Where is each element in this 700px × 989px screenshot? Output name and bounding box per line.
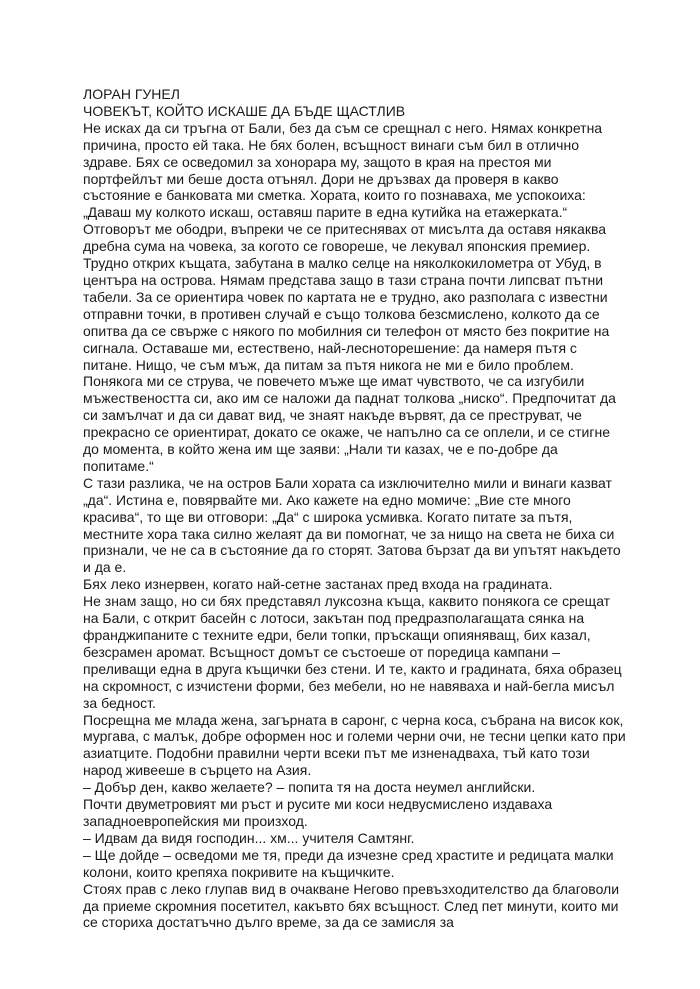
paragraph: Бях леко изнервен, когато най-сетне застанах пред входа на градината.	[83, 576, 553, 593]
author-name: ЛОРАН ГУНЕЛ	[83, 86, 180, 102]
paragraph: С тази разлика, че на остров Бали хората са изключително мили и винаги казват „да“. Истина е, повярвайте ми. Ако кажете на едно момиче: „Вие сте много красива“, то ще ви отговори: „Да“ с широка усмивка. Когато питате за пътя, местните хора така силно желаят да ви помогнат, че за нищо на света не биха си признали, че не са в състояние да го сторят. Затова бързат да ви упътят накъдето и да е.	[83, 474, 621, 576]
document-page	[83, 86, 629, 931]
dialogue-line: – Идвам да видя господин... хм... учителя Самтянг.	[83, 829, 415, 846]
paragraph: Стоях прав с леко глупав вид в очакване Негово превъзходителство да благоволи да приеме скромния посетител, какъвто бях всъщност. След пет минути, които ми се сториха достатъчно дълго време, за да се замисля за	[83, 880, 620, 931]
dialogue-line: – Ще дойде – осведоми ме тя, преди да изчезне сред храстите и редицата малки колони, които крепяха покривите на къщичките.	[83, 846, 614, 880]
book-title: ЧОВЕКЪТ, КОЙТО ИСКАШЕ ДА БЪДЕ ЩАСТЛИВ	[83, 102, 406, 119]
paragraph: Посрещна ме млада жена, загърната в саронг, с черна коса, събрана на висок кок, мургава, с малък, добре оформен нос и големи черни очи, не тесни цепки като при азиатците. Подобни правилни черти всеки път ме изненадваха, тъй като този народ живееше в сърцето на Азия.	[83, 711, 626, 779]
paragraph: Не исках да си тръгна от Бали, без да съм се срещнал с него. Нямах конкретна причина, просто ей така. Не бях болен, всъщност винаги съм бил в отлично здраве. Бях се осведомил за хонорара му, защото в края на престоя ми портфейлът ми беше доста отънял. Дори не дръзвах да проверя в какво състояние е банковата ми сметка. Хората, които го познаваха, ме успокоиха: „Даваш му колкото искаш, оставяш парите в една кутийка на етажерката.“	[83, 119, 603, 221]
paragraph: Трудно открих къщата, забутана в малко селце на няколкокилометра от Убуд, в центъра на острова. Нямам представа защо в тази страна почти липсват пътни табели. За се ориентира човек по картата не е трудно, ако разполага с известни отправни точки, в противен случай е също толкова безсмислено, колкото да се опитва да се свърже с някого по мобилния си телефон от място без покритие на сигнала. Оставаше ми, естествено, най-лесноторешение: да намеря пътя с питане. Нищо, че съм мъж, да питам за пътя никога не ми е било проблем.	[83, 255, 610, 373]
paragraph: Понякога ми се струва, че повечето мъже ще имат чувството, че са изгубили мъжествеността си, ако им се наложи да паднат толкова „ниско“. Предпочитат да си замълчат и да си дават вид, че знаят накъде вървят, да се преструват, че прекрасно се ориентират, докато се окаже, че напълно са се оплели, и се стигне до момента, в който жена им ще заяви: „Нали ти казах, че е по-добре да попитаме.“	[83, 373, 616, 474]
paragraph: Отговорът ме ободри, въпреки че се притеснявах от мисълта да оставя някаква дребна сума на човека, за когото се говореше, че лекувал японския премиер.	[83, 221, 607, 255]
dialogue-line: – Добър ден, какво желаете? – попита тя на доста неумел английски.	[83, 779, 536, 796]
paragraph: Не знам защо, но си бях представял луксозна къща, каквито понякога се срещат на Бали, с открит басейн с лотоси, закътан под предразполагащата сянка на франджипаните с техните едри, бели топки, пръскащи опияняващ, бих казал, безсрамен аромат. Всъщност домът се състоеше от поредица кампани – преливащи една в друга къщички без стени. И те, както и градината, бяха образец на скромност, с изчистени форми, без мебели, но не навяваха и най-бегла мисъл за бедност.	[83, 593, 622, 711]
paragraph: Почти двуметровият ми ръст и русите ми коси недвусмислено издаваха западноевропейския ми произход.	[83, 796, 553, 829]
body-text	[83, 120, 629, 932]
